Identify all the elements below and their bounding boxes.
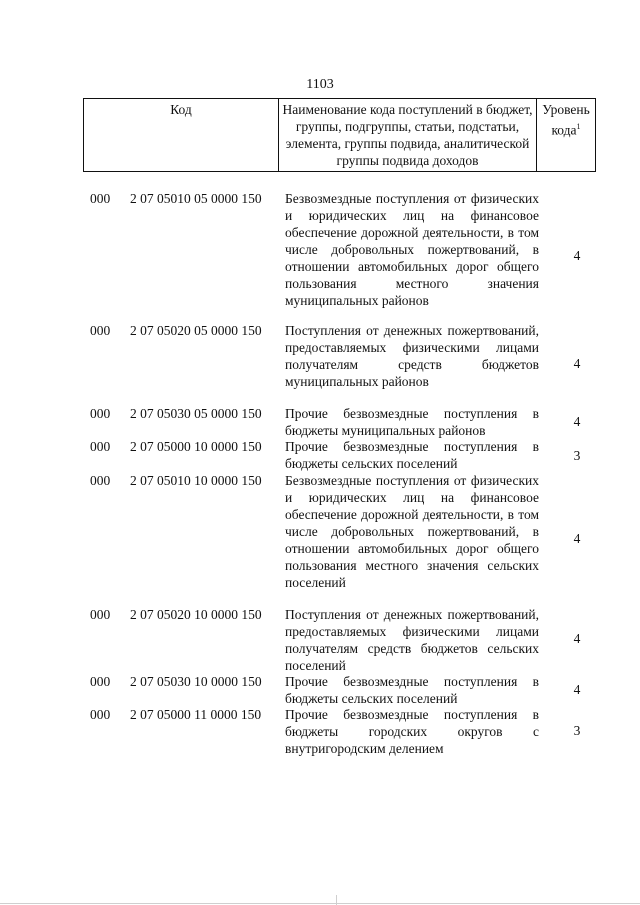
- income-code: 2 07 05020 10 0000 150: [130, 607, 262, 622]
- header-level: Уровень кода: [542, 102, 590, 138]
- admin-code: 000: [90, 473, 111, 488]
- table-row: [0, 472, 640, 608]
- income-name: Безвозмездные поступления от физических и юридических лиц на финансовое обеспечение дорожной деятельности, в том числе добровольных пожертвований, в отношении автомобильных дорог общего пользования местного значения сельских поселений: [285, 473, 539, 590]
- level-value: 4: [573, 356, 581, 371]
- level-value: 4: [573, 631, 581, 646]
- income-code: 2 07 05010 05 0000 150: [130, 191, 262, 206]
- admin-code: 000: [90, 707, 111, 722]
- income-name: Прочие безвозмездные поступления в бюджеты сельских поселений: [285, 674, 539, 706]
- level-value: 4: [573, 531, 581, 546]
- income-name: Поступления от денежных пожертвований, предоставляемых физическими лицами получателям средств бюджетов муниципальных районов: [285, 323, 539, 389]
- income-code: 2 07 05000 11 0000 150: [130, 707, 262, 722]
- table-row: [0, 673, 640, 707]
- admin-code: 000: [90, 323, 111, 338]
- level-value: 4: [573, 682, 581, 697]
- admin-code: 000: [90, 674, 111, 689]
- income-name: Поступления от денежных пожертвований, предоставляемых физическими лицами получателям средств бюджетов сельских поселений: [285, 607, 539, 673]
- table-row: [0, 606, 640, 674]
- header-level-footnote: 1: [576, 122, 581, 131]
- income-code: 2 07 05020 05 0000 150: [130, 323, 262, 338]
- table-row: [0, 438, 640, 472]
- table-row: [0, 190, 640, 326]
- level-value: 4: [573, 248, 581, 263]
- level-value: 3: [573, 723, 581, 738]
- income-name: Прочие безвозмездные поступления в бюджеты городских округов с внутригородским делением: [285, 707, 539, 756]
- income-name: Прочие безвозмездные поступления в бюджеты муниципальных районов: [285, 406, 539, 438]
- income-code: 2 07 05030 10 0000 150: [130, 674, 262, 689]
- admin-code: 000: [90, 439, 111, 454]
- income-code: 2 07 05000 10 0000 150: [130, 439, 262, 454]
- admin-code: 000: [90, 607, 111, 622]
- admin-code: 000: [90, 406, 111, 421]
- table-row: [0, 405, 640, 439]
- income-code: 2 07 05010 10 0000 150: [130, 473, 262, 488]
- scan-edge-line: [0, 903, 640, 904]
- table-row: [0, 706, 640, 758]
- table-row: [0, 322, 640, 406]
- level-value: 4: [573, 414, 581, 429]
- income-code: 2 07 05030 05 0000 150: [130, 406, 262, 421]
- level-value: 3: [573, 448, 581, 463]
- income-name: Прочие безвозмездные поступления в бюджеты сельских поселений: [285, 439, 539, 471]
- header-name: Наименование кода поступлений в бюджет, группы, подгруппы, статьи, подстатьи, элемента, группы подвида, аналитической группы подвида доходов: [279, 99, 537, 172]
- header-code: Код: [84, 99, 279, 172]
- scan-edge-mark: [336, 895, 337, 905]
- page-number: 1103: [306, 77, 334, 92]
- admin-code: 000: [90, 191, 111, 206]
- income-name: Безвозмездные поступления от физических и юридических лиц на финансовое обеспечение дорожной деятельности, в том числе добровольных пожертвований, в отношении автомобильных дорог общего пользования местного значения муниципальных районов: [285, 191, 539, 308]
